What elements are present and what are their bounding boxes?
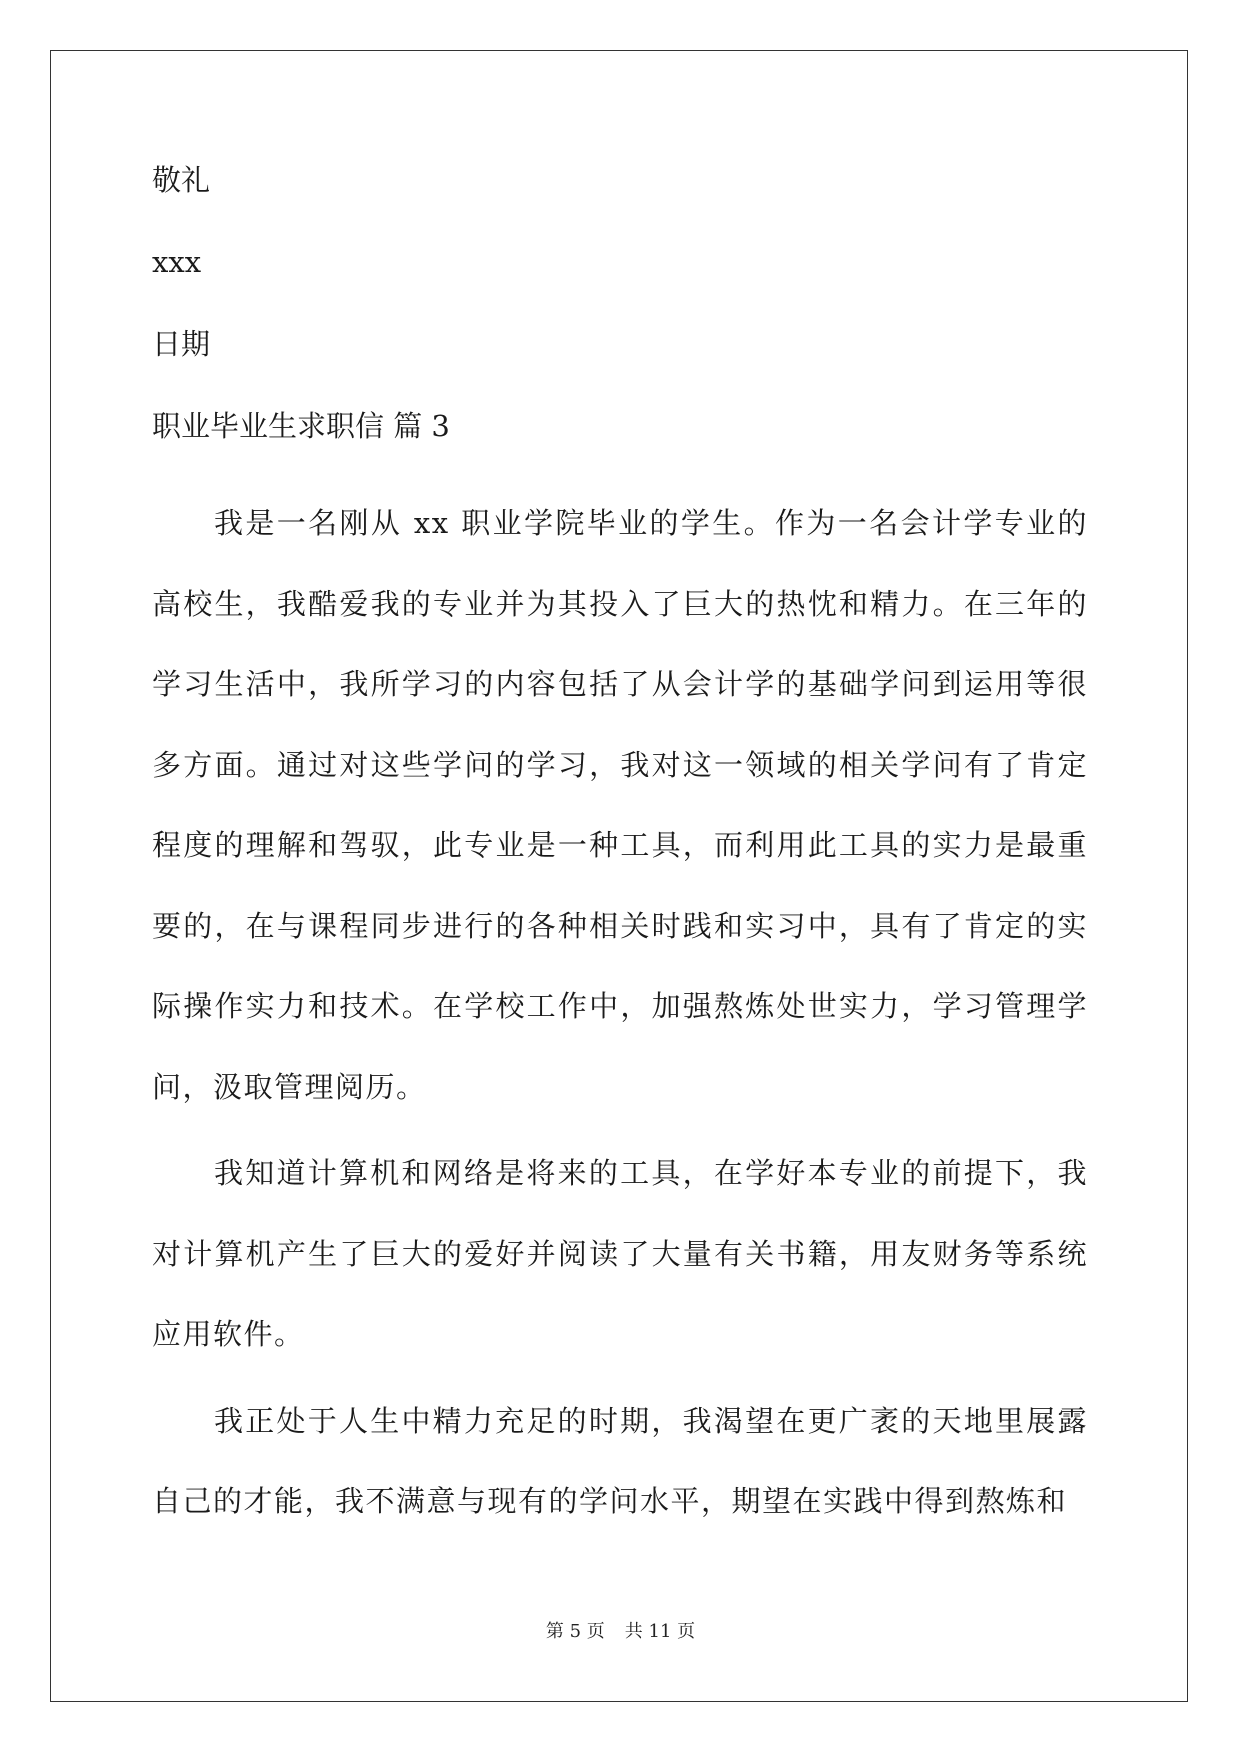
closing-salutation: 敬礼 <box>152 163 211 197</box>
document-body <box>152 160 1088 1548</box>
page-footer <box>0 1620 1241 1644</box>
page-number: 第 5 页 <box>545 1621 605 1642</box>
paragraph-2: 我知道计算机和网络是将来的工具，在学好本专业的前提下，我对计算机产生了巨大的爱好并阅读了大量有关书籍，用友财务等系统应用软件。 <box>152 1156 1088 1351</box>
section-heading: 职业毕业生求职信 篇 3 <box>152 409 450 443</box>
page-total: 共 11 页 <box>624 1621 696 1642</box>
date-line: 日期 <box>152 327 211 361</box>
sender-name: xxx <box>152 245 202 279</box>
paragraph-1: 我是一名刚从 xx 职业学院毕业的学生。作为一名会计学专业的高校生，我酷爱我的专业并为其投入了巨大的热忱和精力。在三年的学习生活中，我所学习的内容包括了从会计学的基础学问到运用等很多方面。通过对这些学问的学习，我对这一领域的相关学问有了肯定程度的理解和驾驭，此专业是一种工具，而利用此工具的实力是最重要的，在与课程同步进行的各种相关时践和实习中，具有了肯定的实际操作实力和技术。在学校工作中，加强熬炼处世实力，学习管理学问，汲取管理阅历。 <box>152 506 1088 1104</box>
paragraph-3: 我正处于人生中精力充足的时期，我渴望在更广袤的天地里展露自己的才能，我不满意与现有的学问水平，期望在实践中得到熬炼和 <box>152 1403 1088 1518</box>
